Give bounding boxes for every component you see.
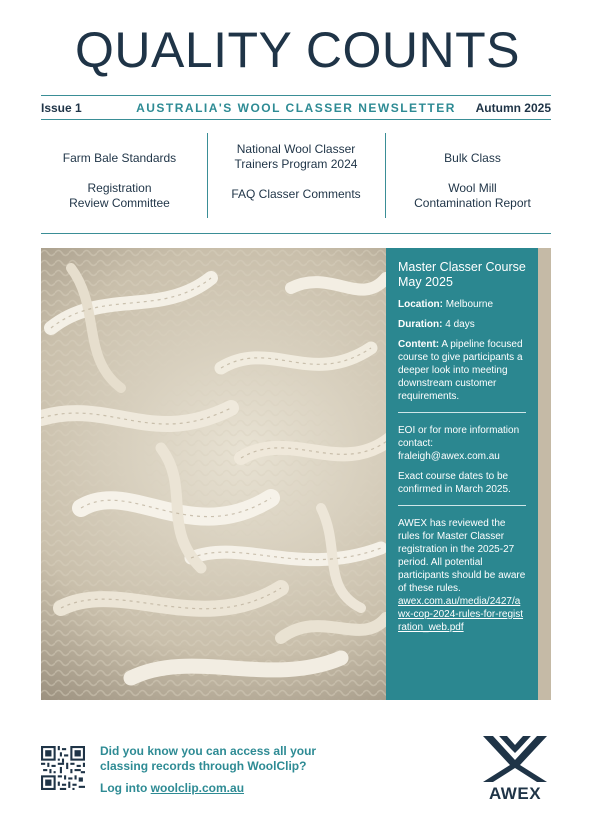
qr-code-icon[interactable] (41, 746, 85, 790)
eoi-text: EOI or for more information contact: (398, 425, 520, 449)
course-location-label: Location: (398, 299, 443, 310)
course-duration-label: Duration: (398, 319, 443, 330)
course-content (398, 338, 526, 403)
course-content-label: Content: (398, 339, 440, 350)
contents-link-registration-review[interactable]: Registration Review Committee (69, 181, 170, 210)
course-duration-value: 4 days (445, 319, 475, 330)
contents-column-2 (216, 134, 376, 220)
contents-divider (207, 133, 208, 218)
contents-column-1 (41, 134, 198, 220)
course-location (398, 298, 526, 311)
course-location-value: Melbourne (445, 299, 494, 310)
issue-number: Issue 1 (41, 101, 82, 115)
newsletter-subtitle: AUSTRALIA'S WOOL CLASSER NEWSLETTER (136, 101, 456, 115)
panel-divider (398, 505, 526, 506)
masthead-bar (41, 100, 551, 116)
newsletter-title: QUALITY COUNTS (74, 22, 521, 78)
woolclip-link[interactable]: woolclip.com.au (150, 781, 245, 795)
contents-link-bulk-class[interactable]: Bulk Class (444, 151, 501, 165)
rules-text: AWEX has reviewed the rules for Master Classer registration in the 2025-27 period. All potential participants should be aware of these rules. (398, 518, 526, 594)
master-classer-course-panel (386, 248, 538, 700)
awex-logo (479, 734, 551, 810)
contents-divider (385, 133, 386, 218)
contents-link-wool-mill-report[interactable]: Wool Mill Contamination Report (414, 181, 531, 210)
woolclip-login (100, 781, 244, 796)
woolclip-promo: Did you know you can access all your classing records through WoolClip? (100, 744, 317, 773)
eoi-email[interactable] (398, 450, 526, 463)
eoi-email-link[interactable]: fraleigh@awex.com.au (398, 451, 500, 462)
course-title: Master Classer Course May 2025 (398, 260, 526, 289)
contents-link-trainers-program[interactable]: National Wool Classer Trainers Program 2024 (234, 142, 358, 171)
masthead-bottom-rule (41, 119, 551, 120)
contents-link-farm-bale-standards[interactable]: Farm Bale Standards (62, 151, 177, 165)
login-prefix: Log into (100, 781, 148, 795)
course-dates-note: Exact course dates to be confirmed in March 2025. (398, 471, 511, 495)
contents-link-faq-classer-comments[interactable]: FAQ Classer Comments (231, 187, 361, 201)
awex-logo-icon (479, 734, 551, 784)
footer (41, 744, 551, 814)
masthead-top-rule (41, 95, 551, 96)
contents-column-3 (394, 134, 551, 220)
panel-divider (398, 412, 526, 413)
awex-wordmark: AWEX (488, 784, 542, 803)
course-duration (398, 318, 526, 331)
rules-pdf-link[interactable]: awex.com.au/media/2427/awx-cop-2024-rules-for-registration_web.pdf (398, 596, 524, 633)
contents-bottom-rule (41, 233, 551, 234)
issue-season: Autumn 2025 (475, 101, 551, 115)
course-content-value: A pipeline focused course to give participants a deeper look into meeting downstream customer requirements. (398, 339, 523, 402)
